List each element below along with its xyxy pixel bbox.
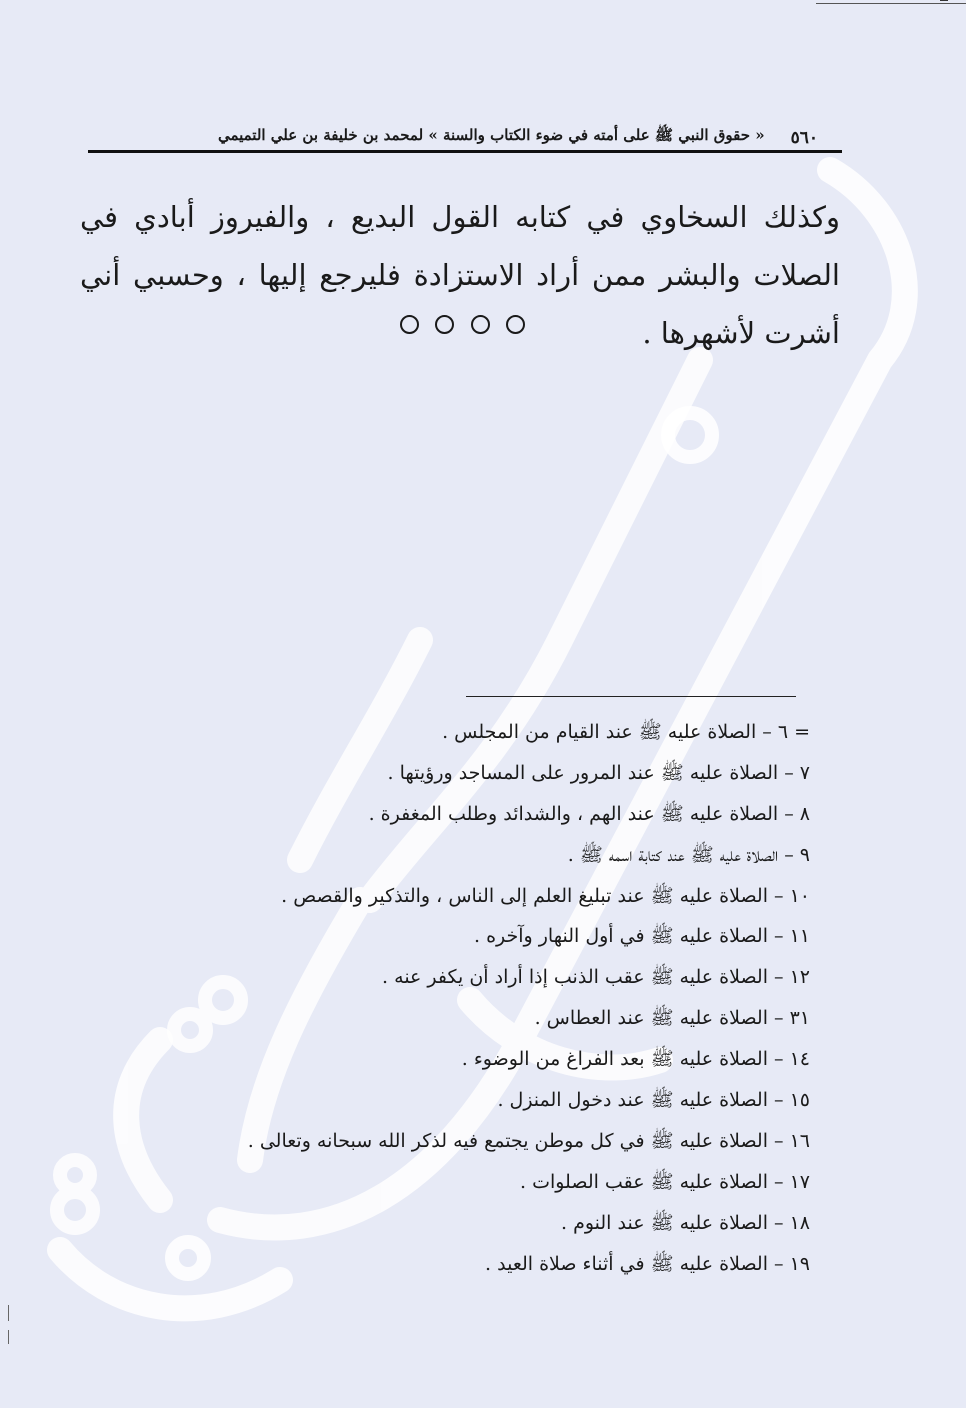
page-number: ٥٦٠ bbox=[790, 128, 818, 148]
top-edge-rule bbox=[816, 3, 966, 4]
footnote-item: ٩ – الصلاة عليه ﷺ عند كتابة اسمه ﷺ . bbox=[567, 843, 810, 866]
margin-tick bbox=[8, 1305, 9, 1321]
top-edge-mark bbox=[940, 0, 948, 1]
footnote-rule bbox=[466, 696, 796, 697]
footnote-item: ١٧ – الصلاة عليه ﷺ عقب الصلوات . bbox=[520, 1170, 810, 1193]
footnote-item: ١١ – الصلاة عليه ﷺ في أول النهار وآخره . bbox=[474, 925, 810, 948]
header-rule bbox=[88, 150, 842, 153]
separator-circle-icon bbox=[471, 315, 490, 334]
footnote-item: ١٦ – الصلاة عليه ﷺ في كل موطن يجتمع فيه لذكر الله سبحانه وتعالى . bbox=[247, 1129, 810, 1152]
body-paragraph: وكذلك السخاوي في كتابه القول البديع ، والفيروز أبادي في الصلات والبشر ممن أراد الاستزادة فليرجع إليها ، وحسبي أني أشرت لأشهرها . bbox=[80, 200, 840, 350]
body-text bbox=[80, 188, 840, 362]
footnote-item: ٧ – الصلاة عليه ﷺ عند المرور على المساجد ورؤيتها . bbox=[387, 761, 810, 784]
footnote-item: ١٩ – الصلاة عليه ﷺ في أثناء صلاة العيد . bbox=[485, 1252, 810, 1275]
section-separator bbox=[400, 315, 525, 334]
footnote-item: ٣١ – الصلاة عليه ﷺ عند العطاس . bbox=[534, 1007, 810, 1030]
footnote-item: = ٦ – الصلاة عليه ﷺ عند القيام من المجلس . bbox=[442, 721, 810, 743]
footnote-list bbox=[180, 712, 810, 1284]
footnote-item: ٨ – الصلاة عليه ﷺ عند الهم ، والشدائد وطلب المغفرة . bbox=[368, 802, 810, 825]
footnote-item: ١٠ – الصلاة عليه ﷺ عند تبليغ العلم إلى الناس ، والتذكير والقصص . bbox=[281, 884, 810, 907]
margin-tick bbox=[8, 1330, 9, 1344]
page-header bbox=[90, 112, 818, 148]
separator-circle-icon bbox=[400, 315, 419, 334]
running-title: « حقوق النبي ﷺ على أمته في ضوء الكتاب والسنة » لمحمد بن خليفة بن علي التميمي bbox=[217, 126, 765, 144]
footnote-item: ١٨ – الصلاة عليه ﷺ عند النوم . bbox=[561, 1211, 810, 1234]
footnote-item: ١٢ – الصلاة عليه ﷺ عقب الذنب إذا أراد أن يكفر عنه . bbox=[382, 966, 810, 989]
footnote-item: ١٥ – الصلاة عليه ﷺ عند دخول المنزل . bbox=[497, 1089, 810, 1112]
separator-circle-icon bbox=[506, 315, 525, 334]
footnote-item: ١٤ – الصلاة عليه ﷺ بعد الفراغ من الوضوء . bbox=[461, 1048, 810, 1071]
separator-circle-icon bbox=[435, 315, 454, 334]
